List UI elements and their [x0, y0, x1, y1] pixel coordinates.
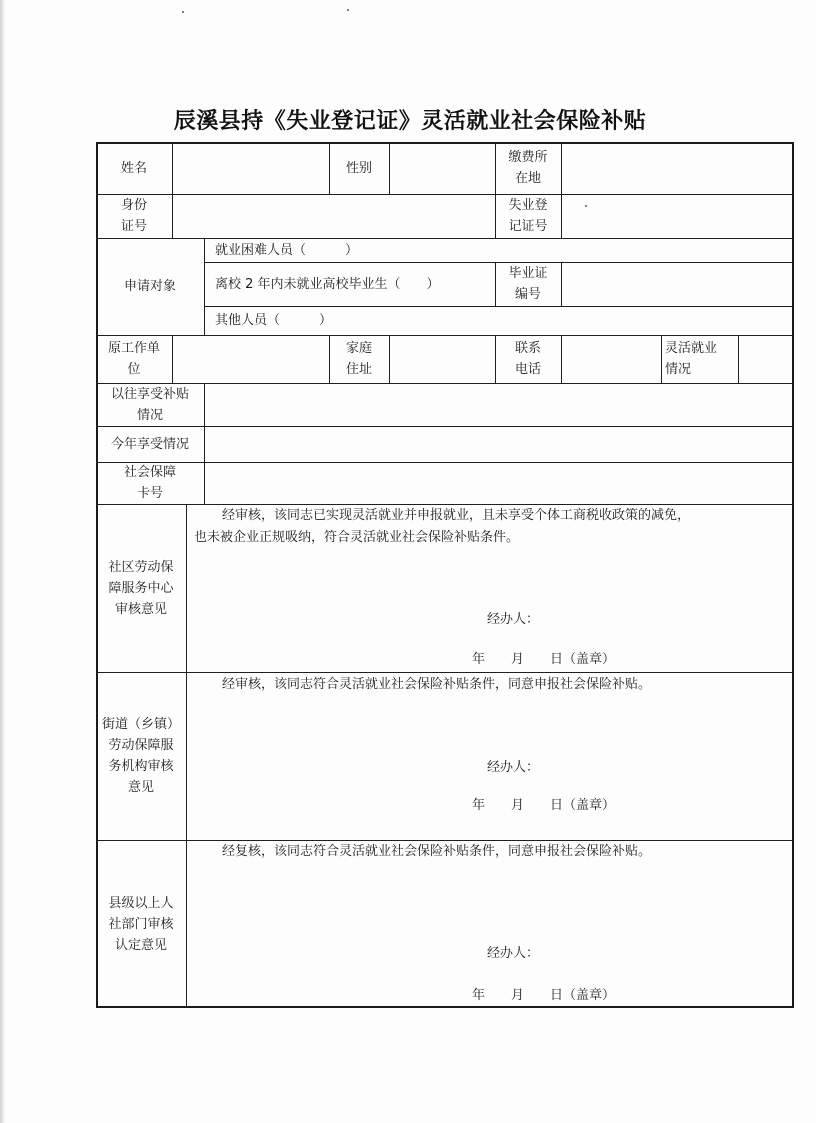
street-date-stamp: 年 月 日（盖章） [472, 798, 616, 813]
phone-label: 联系 电话 [514, 341, 541, 377]
this-year-label: 今年享受情况 [110, 436, 189, 452]
home-address-label: 家庭 住址 [345, 341, 372, 377]
this-year-field[interactable] [205, 426, 794, 462]
ss-card-field[interactable] [205, 462, 794, 504]
scan-speck [182, 11, 184, 13]
flexible-employment-field[interactable] [739, 335, 794, 383]
home-address-field[interactable] [390, 335, 495, 383]
county-review-text: 经复核，该同志符合灵活就业社会保险补贴条件，同意申报社会保险补贴。 [222, 844, 652, 859]
community-review-label: 社区劳动保 障服务中心 审核意见 [108, 559, 174, 617]
form-title: 辰溪县持《失业登记证》灵活就业社会保险补贴 [173, 108, 647, 134]
street-handler-label: 经办人： [487, 760, 540, 775]
county-review-label: 县级以上人 社部门审核 认定意见 [108, 895, 174, 953]
name-label: 姓名 [120, 160, 147, 176]
pay-location-label: 缴费所 在地 [508, 150, 548, 186]
former-employer-label: 原工作单 位 [107, 341, 160, 377]
applicant-type-hardship[interactable]: 就业困难人员（ ） [215, 242, 359, 258]
community-review-text-line1: 经审核，该同志已实现灵活就业并申报就业，且未享受个体工商税收政策的减免， [222, 508, 691, 523]
gender-field[interactable] [390, 142, 495, 194]
diploma-number-label: 毕业证 编号 [508, 266, 548, 302]
community-review-text-line2: 也未被企业正规吸纳，符合灵活就业社会保险补贴条件。 [194, 530, 520, 545]
applicant-type-label: 申请对象 [123, 279, 176, 294]
previous-subsidy-label: 以往享受补贴 情况 [110, 386, 189, 423]
id-number-label: 身份 证号 [120, 198, 147, 234]
applicant-type-other[interactable]: 其他人员（ ） [215, 313, 333, 328]
unemployment-cert-field[interactable] [562, 194, 794, 238]
street-review-text: 经审核，该同志符合灵活就业社会保险补贴条件，同意申报社会保险补贴。 [222, 677, 652, 692]
applicant-type-graduate[interactable]: 离校 2 年内未就业高校毕业生（ ） [215, 276, 440, 292]
scan-speck [585, 205, 587, 207]
scan-edge-shadow [0, 0, 6, 1123]
scan-speck [347, 9, 349, 11]
col-divider [186, 504, 187, 1008]
phone-field[interactable] [562, 335, 661, 383]
diploma-number-field[interactable] [562, 262, 794, 306]
name-field[interactable] [173, 142, 329, 194]
former-employer-field[interactable] [173, 335, 329, 383]
unemployment-cert-label: 失业登 记证号 [508, 198, 548, 234]
previous-subsidy-field[interactable] [205, 383, 794, 426]
flexible-employment-label: 灵活就业 情况 [665, 341, 718, 377]
id-number-field[interactable] [173, 194, 495, 238]
gender-label: 性别 [345, 160, 372, 176]
county-date-stamp: 年 月 日（盖章） [472, 988, 616, 1003]
community-handler-label: 经办人： [487, 612, 540, 627]
pay-location-field[interactable] [562, 142, 794, 194]
ss-card-label: 社会保障 卡号 [123, 465, 176, 501]
street-review-label: 街道（乡镇） 劳动保障服 务机构审核 意见 [101, 717, 180, 795]
community-date-stamp: 年 月 日（盖章） [472, 652, 616, 667]
county-handler-label: 经办人： [487, 946, 540, 961]
